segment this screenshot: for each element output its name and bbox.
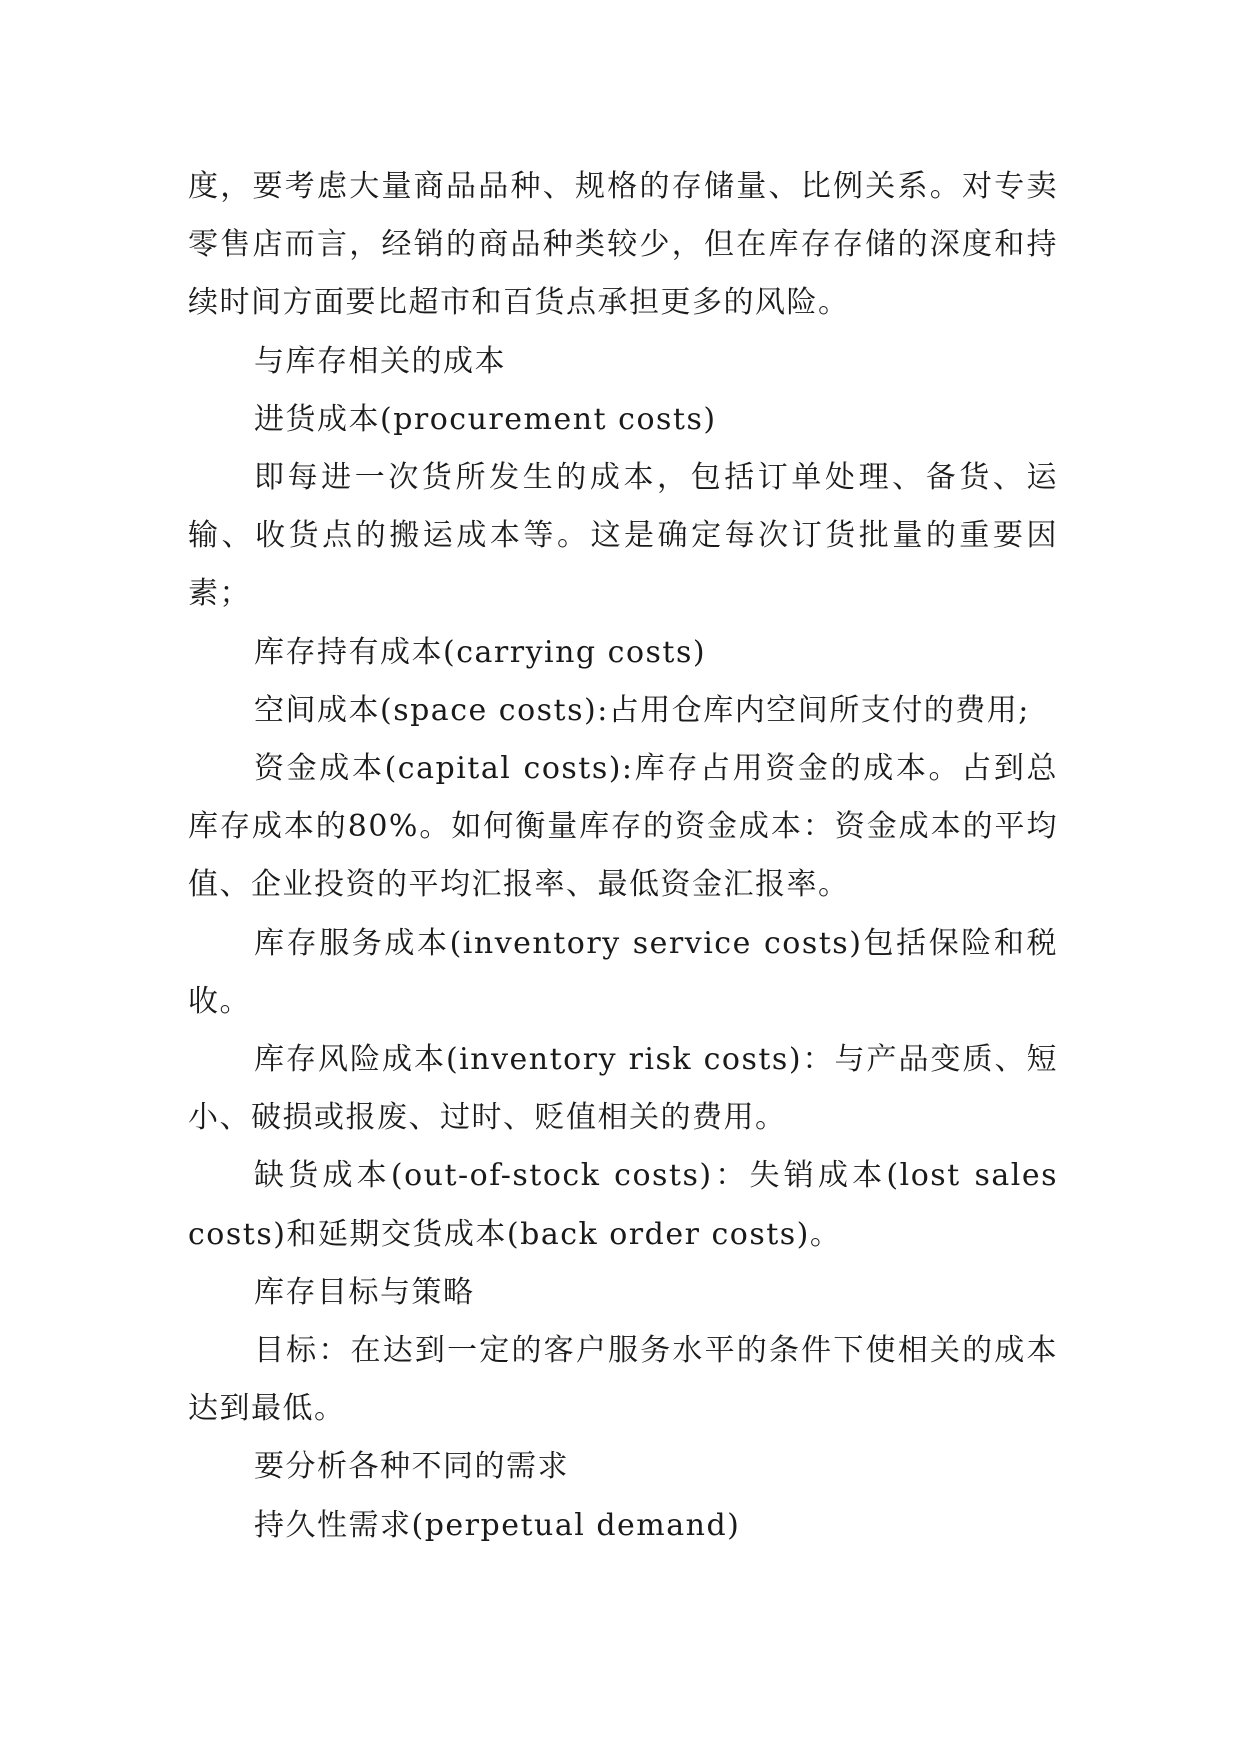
paragraph-procurement-costs: 即每进一次货所发生的成本，包括订单处理、备货、运输、收货点的搬运成本等。这是确定每次订货批量的重要因素；: [188, 460, 1058, 612]
paragraph-inventory-risk-costs: 库存风险成本(inventory risk costs)：与产品变质、短小、破损或报废、过时、贬值相关的费用。: [188, 1042, 1058, 1136]
paragraph-analyze-demand: 要分析各种不同的需求: [254, 1449, 569, 1485]
heading-carrying-costs: 库存持有成本(carrying costs): [254, 634, 707, 670]
paragraph-out-of-stock-costs: 缺货成本(out-of-stock costs)：失销成本(lost sales costs)和延期交货成本(back order costs)。: [188, 1158, 1058, 1252]
paragraph-perpetual-demand: 持久性需求(perpetual demand): [254, 1507, 741, 1543]
paragraph-goal: 目标：在达到一定的客户服务水平的条件下使相关的成本达到最低。: [188, 1333, 1058, 1427]
heading-procurement-costs: 进货成本(procurement costs): [254, 401, 717, 437]
paragraph-continuation: 度，要考虑大量商品品种、规格的存储量、比例关系。对专卖零售店而言，经销的商品种类较少，但在库存存储的深度和持续时间方面要比超市和百货点承担更多的风险。: [188, 169, 1058, 321]
heading-inventory-goals-strategy: 库存目标与策略: [254, 1274, 475, 1310]
document-body: [188, 158, 1058, 1555]
heading-inventory-related-costs: 与库存相关的成本: [254, 343, 506, 379]
paragraph-inventory-service-costs: 库存服务成本(inventory service costs)包括保险和税收。: [188, 925, 1058, 1019]
paragraph-capital-costs: 资金成本(capital costs):库存占用资金的成本。占到总库存成本的80%。如何衡量库存的资金成本：资金成本的平均值、企业投资的平均汇报率、最低资金汇报率。: [188, 751, 1058, 903]
paragraph-space-costs: 空间成本(space costs):占用仓库内空间所支付的费用;: [254, 692, 1030, 728]
